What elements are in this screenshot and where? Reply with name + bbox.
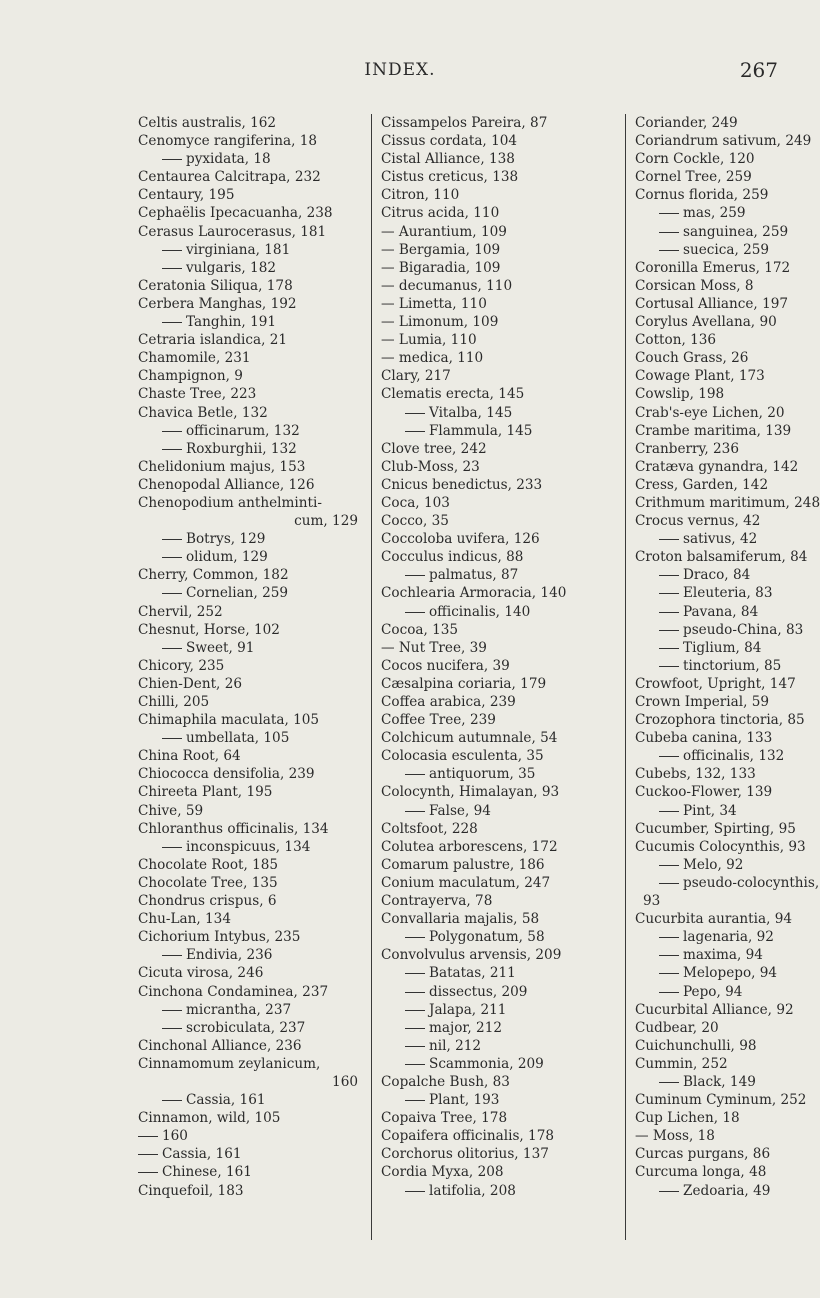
index-entry: Cubebs, 132, 133 xyxy=(635,766,756,783)
index-entry: Cuckoo-Flower, 139 xyxy=(635,784,773,801)
index-entry: Colutea arborescens, 172 xyxy=(381,838,558,855)
index-entry: Cranberry, 236 xyxy=(635,440,739,457)
index-entry: Cubeba canina, 133 xyxy=(635,730,773,747)
index-entry: Crocus vernus, 42 xyxy=(635,513,761,530)
index-column-2 xyxy=(371,114,621,1240)
index-entry: lagenaria, 92 xyxy=(635,928,810,946)
index-entry: Cinchonal Alliance, 236 xyxy=(138,1037,302,1054)
index-entry: Chondrus crispus, 6 xyxy=(138,893,277,910)
index-entry: — Bergamia, 109 xyxy=(381,241,501,258)
index-entry: Conium maculatum, 247 xyxy=(381,874,551,891)
index-entry: Coltsfoot, 228 xyxy=(381,820,478,837)
index-entry: Coronilla Emerus, 172 xyxy=(635,259,791,276)
index-entry: Crithmum maritimum, 248 xyxy=(635,494,820,511)
index-entry: Cephaëlis Ipecacuanha, 238 xyxy=(138,205,333,222)
index-entry: — decumanus, 110 xyxy=(381,277,513,294)
index-entry: Chiococca densifolia, 239 xyxy=(138,766,315,783)
index-entry: Centaurea Calcitrapa, 232 xyxy=(138,169,321,186)
index-entry: Coriander, 249 xyxy=(635,115,738,131)
index-entry: Cotton, 136 xyxy=(635,332,717,349)
index-entry: Crozophora tinctoria, 85 xyxy=(635,712,805,729)
index-entry: Couch Grass, 26 xyxy=(635,350,749,367)
index-entry: Flammula, 145 xyxy=(381,422,621,440)
index-entry: Pepo, 94 xyxy=(635,983,810,1001)
index-entry: Celtis australis, 162 xyxy=(138,115,277,131)
index-entry: umbellata, 105 xyxy=(138,729,364,747)
index-entry: Curcas purgans, 86 xyxy=(635,1146,771,1163)
index-entry: Cocco, 35 xyxy=(381,513,449,530)
index-entry: Cetraria islandica, 21 xyxy=(138,332,288,349)
index-entry: micrantha, 237 xyxy=(138,1001,364,1019)
index-entry: — Lumia, 110 xyxy=(381,332,477,349)
index-entry: Coffee Tree, 239 xyxy=(381,712,496,729)
index-entry: Draco, 84 xyxy=(635,566,810,584)
index-entry: Zedoaria, 49 xyxy=(635,1182,810,1200)
index-entry: Pavana, 84 xyxy=(635,603,810,621)
index-entry: palmatus, 87 xyxy=(381,566,621,584)
index-entry: Cornus florida, 259 xyxy=(635,187,769,204)
index-entry: Endivia, 236 xyxy=(138,946,364,964)
index-entry: pseudo-colocynthis, xyxy=(635,874,810,892)
index-entry: pseudo-China, 83 xyxy=(635,621,810,639)
page-title: INDEX. xyxy=(364,60,436,80)
index-entry: — Limonum, 109 xyxy=(381,314,499,331)
index-entry: Chocolate Root, 185 xyxy=(138,856,279,873)
index-entry: Copaiva Tree, 178 xyxy=(381,1110,508,1127)
page-header xyxy=(0,60,800,90)
index-entry: Corsican Moss, 8 xyxy=(635,277,754,294)
index-entry: Cnicus benedictus, 233 xyxy=(381,476,543,493)
index-entry: Melopepo, 94 xyxy=(635,964,810,982)
index-entry: suecica, 259 xyxy=(635,241,810,259)
index-entry: 160 xyxy=(332,1073,358,1090)
index-entry: Cucurbita aurantia, 94 xyxy=(635,911,793,928)
index-entry: Convolvulus arvensis, 209 xyxy=(381,947,562,964)
index-entry: Cudbear, 20 xyxy=(635,1019,719,1036)
index-entry: Chaste Tree, 223 xyxy=(138,386,257,403)
index-entry: Chelidonium majus, 153 xyxy=(138,458,306,475)
index-entry: virginiana, 181 xyxy=(138,241,364,259)
index-entry: Cornel Tree, 259 xyxy=(635,169,752,186)
index-entry: Cichorium Intybus, 235 xyxy=(138,929,301,946)
index-entry: Clematis erecta, 145 xyxy=(381,386,525,403)
index-entry: Clove tree, 242 xyxy=(381,440,487,457)
index-entry: Croton balsamiferum, 84 xyxy=(635,549,808,566)
index-entry: Cassia, 161 xyxy=(138,1145,364,1163)
index-entry: Citron, 110 xyxy=(381,187,460,204)
index-entry: Cucurbital Alliance, 92 xyxy=(635,1001,794,1018)
index-entry: Crambe maritima, 139 xyxy=(635,422,792,439)
index-entry: Chesnut, Horse, 102 xyxy=(138,621,280,638)
index-entry: Contrayerva, 78 xyxy=(381,893,493,910)
index-entry: Chive, 59 xyxy=(138,802,204,819)
page-number: 267 xyxy=(739,58,778,82)
index-entry: Crab's-eye Lichen, 20 xyxy=(635,404,785,421)
index-entry: cum, 129 xyxy=(294,513,358,530)
index-entry: Colchicum autumnale, 54 xyxy=(381,730,558,747)
index-entry: Cassia, 161 xyxy=(138,1091,364,1109)
index-entry: Ceratonia Siliqua, 178 xyxy=(138,277,293,294)
index-entry: Tanghin, 191 xyxy=(138,313,364,331)
index-entry: Clary, 217 xyxy=(381,368,451,385)
index-entry: China Root, 64 xyxy=(138,748,241,765)
index-entry: Copalche Bush, 83 xyxy=(381,1073,510,1090)
index-entry: inconspicuus, 134 xyxy=(138,838,364,856)
index-entry: Chenopodium anthelminti- xyxy=(138,494,322,511)
index-entry: Cortusal Alliance, 197 xyxy=(635,295,789,312)
index-entry: Botrys, 129 xyxy=(138,530,364,548)
index-entry: Sweet, 91 xyxy=(138,639,364,657)
index-entry: Cowage Plant, 173 xyxy=(635,368,765,385)
index-entry: Pint, 34 xyxy=(635,802,810,820)
index-entry: Crown Imperial, 59 xyxy=(635,694,770,710)
index-entry: 93 xyxy=(643,893,661,910)
index-entry: Cocos nucifera, 39 xyxy=(381,657,510,674)
index-entry: Copaifera officinalis, 178 xyxy=(381,1128,555,1145)
index-entry: Cinnamomum zeylanicum, xyxy=(138,1055,321,1072)
index-entry: mas, 259 xyxy=(635,204,810,222)
index-entry: Cinquefoil, 183 xyxy=(138,1182,244,1199)
index-entry: Colocynth, Himalayan, 93 xyxy=(381,784,560,801)
index-entry: sativus, 42 xyxy=(635,530,810,548)
index-entry: antiquorum, 35 xyxy=(381,765,621,783)
index-entry: Vitalba, 145 xyxy=(381,404,621,422)
index-entry: Colocasia esculenta, 35 xyxy=(381,748,544,765)
index-entry: Black, 149 xyxy=(635,1073,810,1091)
index-entry: — Moss, 18 xyxy=(635,1128,715,1145)
index-entry: — Limetta, 110 xyxy=(381,295,487,312)
index-entry: Chien-Dent, 26 xyxy=(138,675,242,692)
index-entry: Chimaphila maculata, 105 xyxy=(138,712,320,729)
index-entry: — Bigaradia, 109 xyxy=(381,259,501,276)
index-entry: Cæsalpina coriaria, 179 xyxy=(381,675,547,692)
index-entry: Cordia Myxa, 208 xyxy=(381,1164,504,1181)
index-entry: Plant, 193 xyxy=(381,1091,621,1109)
index-entry: Roxburghii, 132 xyxy=(138,440,364,458)
index-entry: Cress, Garden, 142 xyxy=(635,476,769,493)
index-entry: Chloranthus officinalis, 134 xyxy=(138,820,329,837)
index-entry: Eleuteria, 83 xyxy=(635,584,810,602)
index-entry: pyxidata, 18 xyxy=(138,150,364,168)
index-entry: officinalis, 132 xyxy=(635,747,810,765)
index-entry: Batatas, 211 xyxy=(381,964,621,982)
index-entry: Coriandrum sativum, 249 xyxy=(635,133,812,150)
index-entry: vulgaris, 182 xyxy=(138,259,364,277)
index-entry: Cherry, Common, 182 xyxy=(138,567,289,584)
index-entry: Crowfoot, Upright, 147 xyxy=(635,675,796,692)
index-entry: Cocculus indicus, 88 xyxy=(381,549,524,566)
index-entry: Cuminum Cyminum, 252 xyxy=(635,1092,807,1109)
index-entry: Tiglium, 84 xyxy=(635,639,810,657)
index-entry: Chicory, 235 xyxy=(138,657,225,674)
index-entry: Cinchona Condaminea, 237 xyxy=(138,983,329,1000)
index-entry: Cocoa, 135 xyxy=(381,621,459,638)
index-entry: Corchorus olitorius, 137 xyxy=(381,1146,549,1163)
index-entry: Cummin, 252 xyxy=(635,1055,728,1072)
index-entry: Convallaria majalis, 58 xyxy=(381,911,540,928)
index-entry: maxima, 94 xyxy=(635,946,810,964)
index-entry: Cistal Alliance, 138 xyxy=(381,151,515,168)
index-entry: Coffea arabica, 239 xyxy=(381,694,516,710)
index-entry: Melo, 92 xyxy=(635,856,810,874)
index-entry: Cuichunchulli, 98 xyxy=(635,1037,757,1054)
index-entry: Corn Cockle, 120 xyxy=(635,151,755,168)
index-entry: False, 94 xyxy=(381,802,621,820)
index-entry: — Aurantium, 109 xyxy=(381,223,507,240)
index-entry: Polygonatum, 58 xyxy=(381,928,621,946)
index-entry: Cucumis Colocynthis, 93 xyxy=(635,838,806,855)
index-entry: Cerbera Manghas, 192 xyxy=(138,295,297,312)
index-entry: 160 xyxy=(138,1127,364,1145)
index-entry: Cenomyce rangiferina, 18 xyxy=(138,133,318,150)
index-entry: Cicuta virosa, 246 xyxy=(138,965,264,982)
index-column-1 xyxy=(138,114,364,1200)
index-entry: Chavica Betle, 132 xyxy=(138,404,268,421)
index-entry: latifolia, 208 xyxy=(381,1182,621,1200)
index-entry: Cissus cordata, 104 xyxy=(381,133,518,150)
index-entry: Chervil, 252 xyxy=(138,603,223,620)
index-entry: Chocolate Tree, 135 xyxy=(138,874,278,891)
index-entry: Citrus acida, 110 xyxy=(381,205,500,222)
index-entry: Coccoloba uvifera, 126 xyxy=(381,531,540,548)
index-entry: Coca, 103 xyxy=(381,494,450,511)
index-entry: Chenopodal Alliance, 126 xyxy=(138,476,315,493)
index-entry: Cistus creticus, 138 xyxy=(381,169,519,186)
index-entry: Cowslip, 198 xyxy=(635,386,725,403)
index-entry: Cornelian, 259 xyxy=(138,584,364,602)
index-entry: Chamomile, 231 xyxy=(138,350,251,367)
index-entry: olidum, 129 xyxy=(138,548,364,566)
index-entry: Jalapa, 211 xyxy=(381,1001,621,1019)
index-entry: Chinese, 161 xyxy=(138,1163,364,1181)
index-column-3 xyxy=(625,114,820,1240)
index-entry: Club-Moss, 23 xyxy=(381,458,480,475)
index-entry: Champignon, 9 xyxy=(138,368,243,385)
index-entry: Cup Lichen, 18 xyxy=(635,1110,740,1127)
index-entry: Cerasus Laurocerasus, 181 xyxy=(138,223,327,240)
index-entry: officinarum, 132 xyxy=(138,422,364,440)
index-entry: Chu-Lan, 134 xyxy=(138,911,231,928)
index-entry: Chireeta Plant, 195 xyxy=(138,784,273,801)
index-entry: Cissampelos Pareira, 87 xyxy=(381,115,548,131)
index-entry: Curcuma longa, 48 xyxy=(635,1164,767,1181)
index-entry: Corylus Avellana, 90 xyxy=(635,314,777,331)
index-entry: tinctorium, 85 xyxy=(635,657,810,675)
index-entry: officinalis, 140 xyxy=(381,603,621,621)
index-entry: nil, 212 xyxy=(381,1037,621,1055)
index-entry: — Nut Tree, 39 xyxy=(381,639,487,656)
index-entry: dissectus, 209 xyxy=(381,983,621,1001)
index-entry: Cinnamon, wild, 105 xyxy=(138,1110,281,1127)
index-entry: major, 212 xyxy=(381,1019,621,1037)
index-entry: Cochlearia Armoracia, 140 xyxy=(381,585,567,602)
index-entry: scrobiculata, 237 xyxy=(138,1019,364,1037)
index-entry: Scammonia, 209 xyxy=(381,1055,621,1073)
index-entry: Cucumber, Spirting, 95 xyxy=(635,820,796,837)
index-entry: Chilli, 205 xyxy=(138,694,210,710)
index-entry: Centaury, 195 xyxy=(138,187,235,204)
index-entry: Cratæva gynandra, 142 xyxy=(635,458,799,475)
index-entry: Comarum palustre, 186 xyxy=(381,856,545,873)
index-entry: sanguinea, 259 xyxy=(635,223,810,241)
index-entry: — medica, 110 xyxy=(381,350,484,367)
